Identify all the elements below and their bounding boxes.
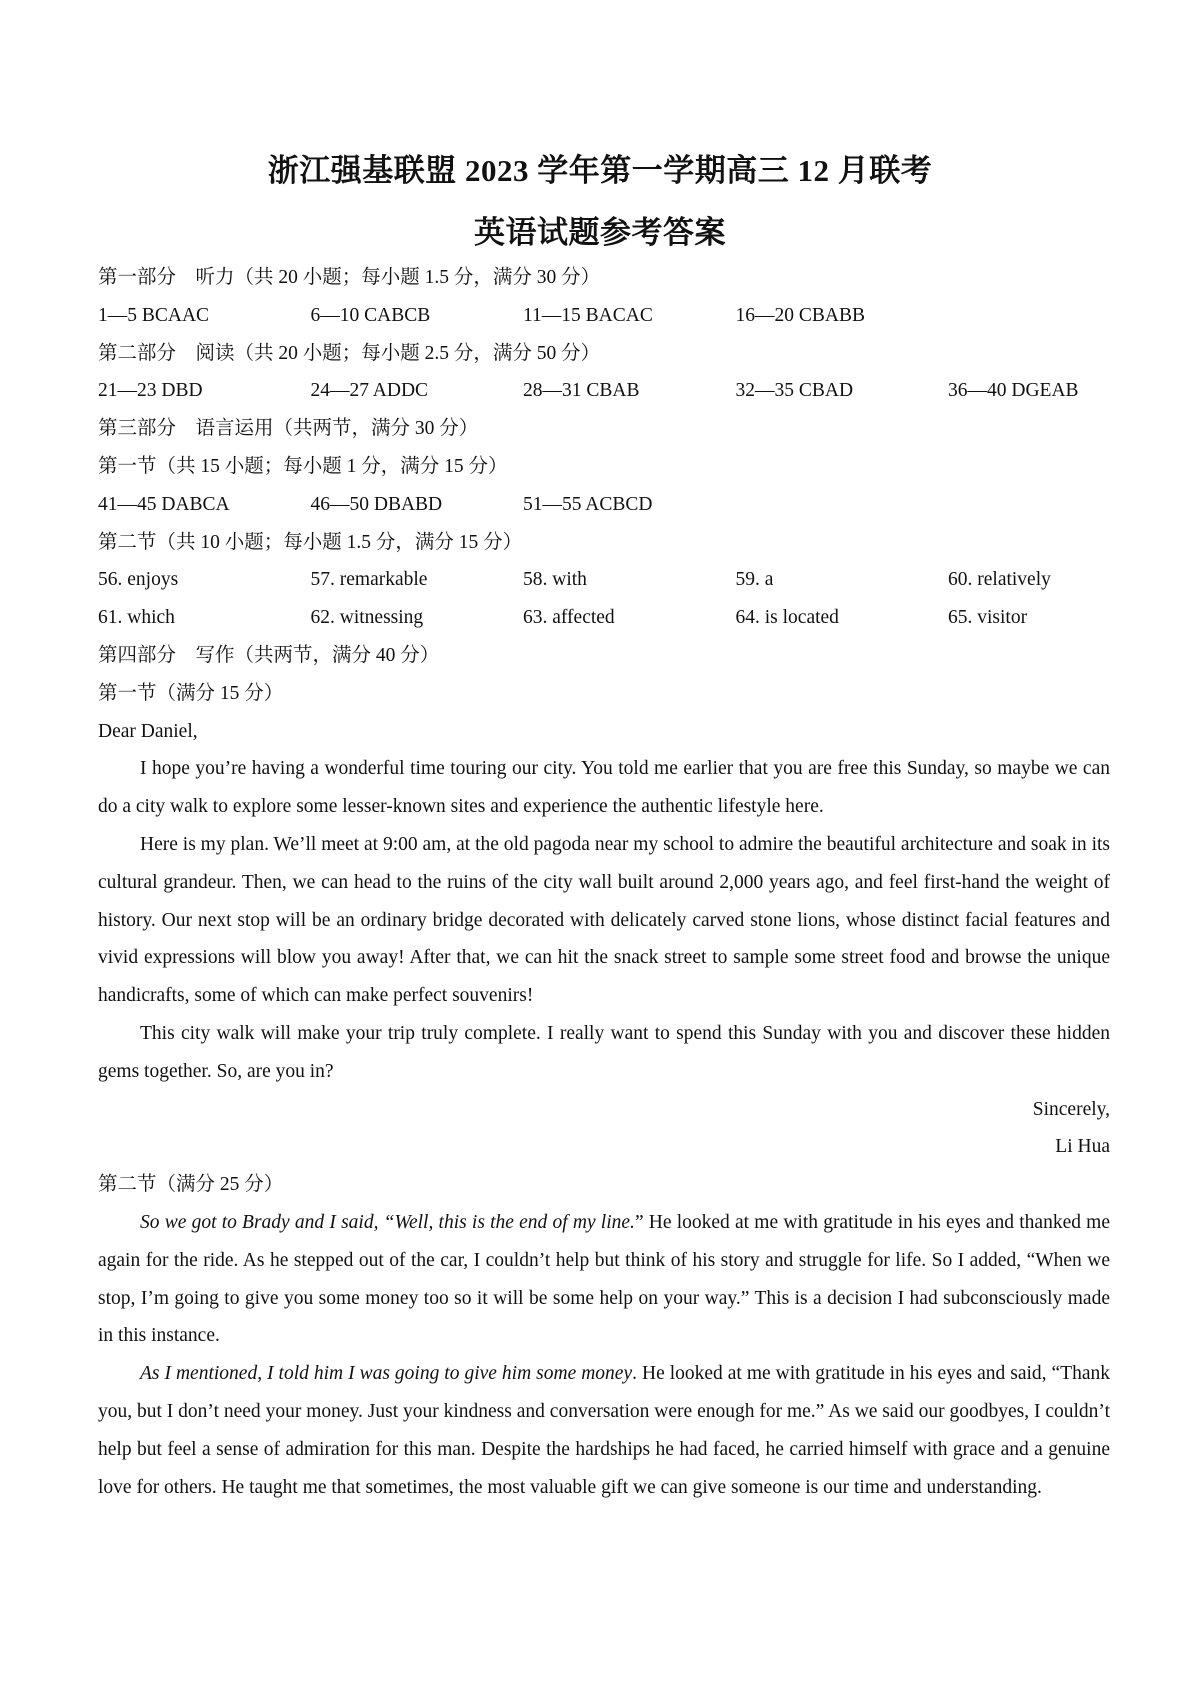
part3-section1-answers-row: [98, 486, 1110, 524]
answer-group: 6—10 CABCB: [310, 304, 431, 326]
answer-group: 1—5 BCAAC: [98, 304, 210, 326]
part3-section2-heading: 第二节（共 10 小题；每小题 1.5 分，满分 15 分）: [98, 531, 523, 553]
blank-answer: 64. is located: [735, 607, 839, 629]
blank-answer: 61. which: [98, 607, 175, 629]
answer-group: 51—55 ACBCD: [523, 493, 653, 515]
letter-paragraph-3: This city walk will make your trip truly complete. I really want to spend this Sunday with you and discover these hidden gems together. So, are you in?: [98, 1022, 1110, 1082]
story-paragraph-1-lead: So we got to Brady and I said, “Well, this is the end of my line.: [140, 1211, 635, 1233]
answer-group: 28—31 CBAB: [523, 380, 640, 402]
blank-answer: 65. visitor: [948, 607, 1028, 629]
part3-heading: 第三部分 语言运用（共两节，满分 30 分）: [98, 418, 479, 440]
letter-closing: Sincerely,: [1032, 1098, 1110, 1120]
answer-group: 16—20 CBABB: [735, 304, 865, 326]
exam-title: 浙江强基联盟 2023 学年第一学期高三 12 月联考: [267, 153, 933, 188]
part4-heading: 第四部分 写作（共两节，满分 40 分）: [98, 644, 440, 666]
part2-answers-row: [98, 372, 1110, 410]
part3-section1-heading: 第一节（共 15 小题；每小题 1 分，满分 15 分）: [98, 455, 508, 477]
part2-heading: 第二部分 阅读（共 20 小题；每小题 2.5 分，满分 50 分）: [98, 342, 601, 364]
story-paragraph-2: [98, 1355, 1110, 1506]
answer-group: 32—35 CBAD: [735, 380, 854, 402]
blank-answer: 57. remarkable: [310, 569, 428, 591]
story-paragraph-1-body: ” He looked at me with gratitude in his eyes and thanked me again for the ride. As he stepped out of the car, I couldn’t help but think of his story and struggle for life. So I added, “When we stop, I’m going to give you some money too so it will be some help on your way.” This is a decision I had subconsciously made in this instance.: [98, 1211, 1110, 1347]
letter-paragraph-1: I hope you’re having a wonderful time touring our city. You told me earlier that you are free this Sunday, so maybe we can do a city walk to explore some lesser-known sites and experience the authentic lifestyle here.: [98, 758, 1110, 818]
letter-greeting: Dear Daniel,: [98, 720, 198, 742]
blank-answer: 63. affected: [523, 607, 615, 629]
part1-answers-row: [98, 297, 1110, 335]
blank-answer: 58. with: [523, 569, 587, 591]
letter-signature: Li Hua: [1055, 1136, 1110, 1158]
story-paragraph-2-body: . He looked at me with gratitude in his eyes and said, “Thank you, but I don’t need your money. Just your kindness and conversation were enough for me.” As we said our goodbyes, I couldn’t help but feel a sense of admiration for this man. Despite the hardships he had faced, he carried himself with grace and a genuine love for others. He taught me that sometimes, the most valuable gift we can give someone is our time and understanding.: [98, 1363, 1111, 1498]
story-paragraph-2-lead: As I mentioned, I told him I was going to give him some money: [140, 1363, 633, 1385]
letter-paragraph-2: Here is my plan. We’ll meet at 9:00 am, at the old pagoda near my school to admire the beautiful architecture and soak in its cultural grandeur. Then, we can head to the ruins of the city wall built around 2,000 years ago, and feel first-hand the weight of history. Our next stop will be an ordinary bridge decorated with delicately carved stone lions, whose distinct facial features and vivid expressions will blow you away! After that, we can hit the snack street to sample some street food and browse the unique handicrafts, some of which can make perfect souvenirs!: [98, 833, 1110, 1007]
blank-answer: 60. relatively: [948, 569, 1051, 591]
part3-section2-row2: [98, 599, 1110, 637]
answer-group: 36—40 DGEAB: [948, 380, 1079, 402]
blank-answer: 56. enjoys: [98, 569, 179, 591]
answer-content: [98, 259, 1110, 1506]
blank-answer: 62. witnessing: [310, 607, 424, 629]
part3-section2-row1: [98, 561, 1110, 599]
story-paragraph-1: [98, 1204, 1110, 1355]
part1-heading: 第一部分 听力（共 20 小题；每小题 1.5 分，满分 30 分）: [98, 267, 601, 288]
answer-group: 21—23 DBD: [98, 380, 203, 402]
answer-group: 46—50 DBABD: [310, 493, 443, 515]
document-subtitle: 英语试题参考答案: [474, 215, 726, 250]
part4-section1-heading: 第一节（满分 15 分）: [98, 682, 284, 704]
answer-group: 11—15 BACAC: [523, 304, 653, 326]
answer-group: 41—45 DABCA: [98, 493, 230, 515]
answer-group: 24—27 ADDC: [310, 380, 429, 402]
part4-section2-heading: 第二节（满分 25 分）: [98, 1174, 284, 1196]
blank-answer: 59. a: [735, 569, 774, 591]
